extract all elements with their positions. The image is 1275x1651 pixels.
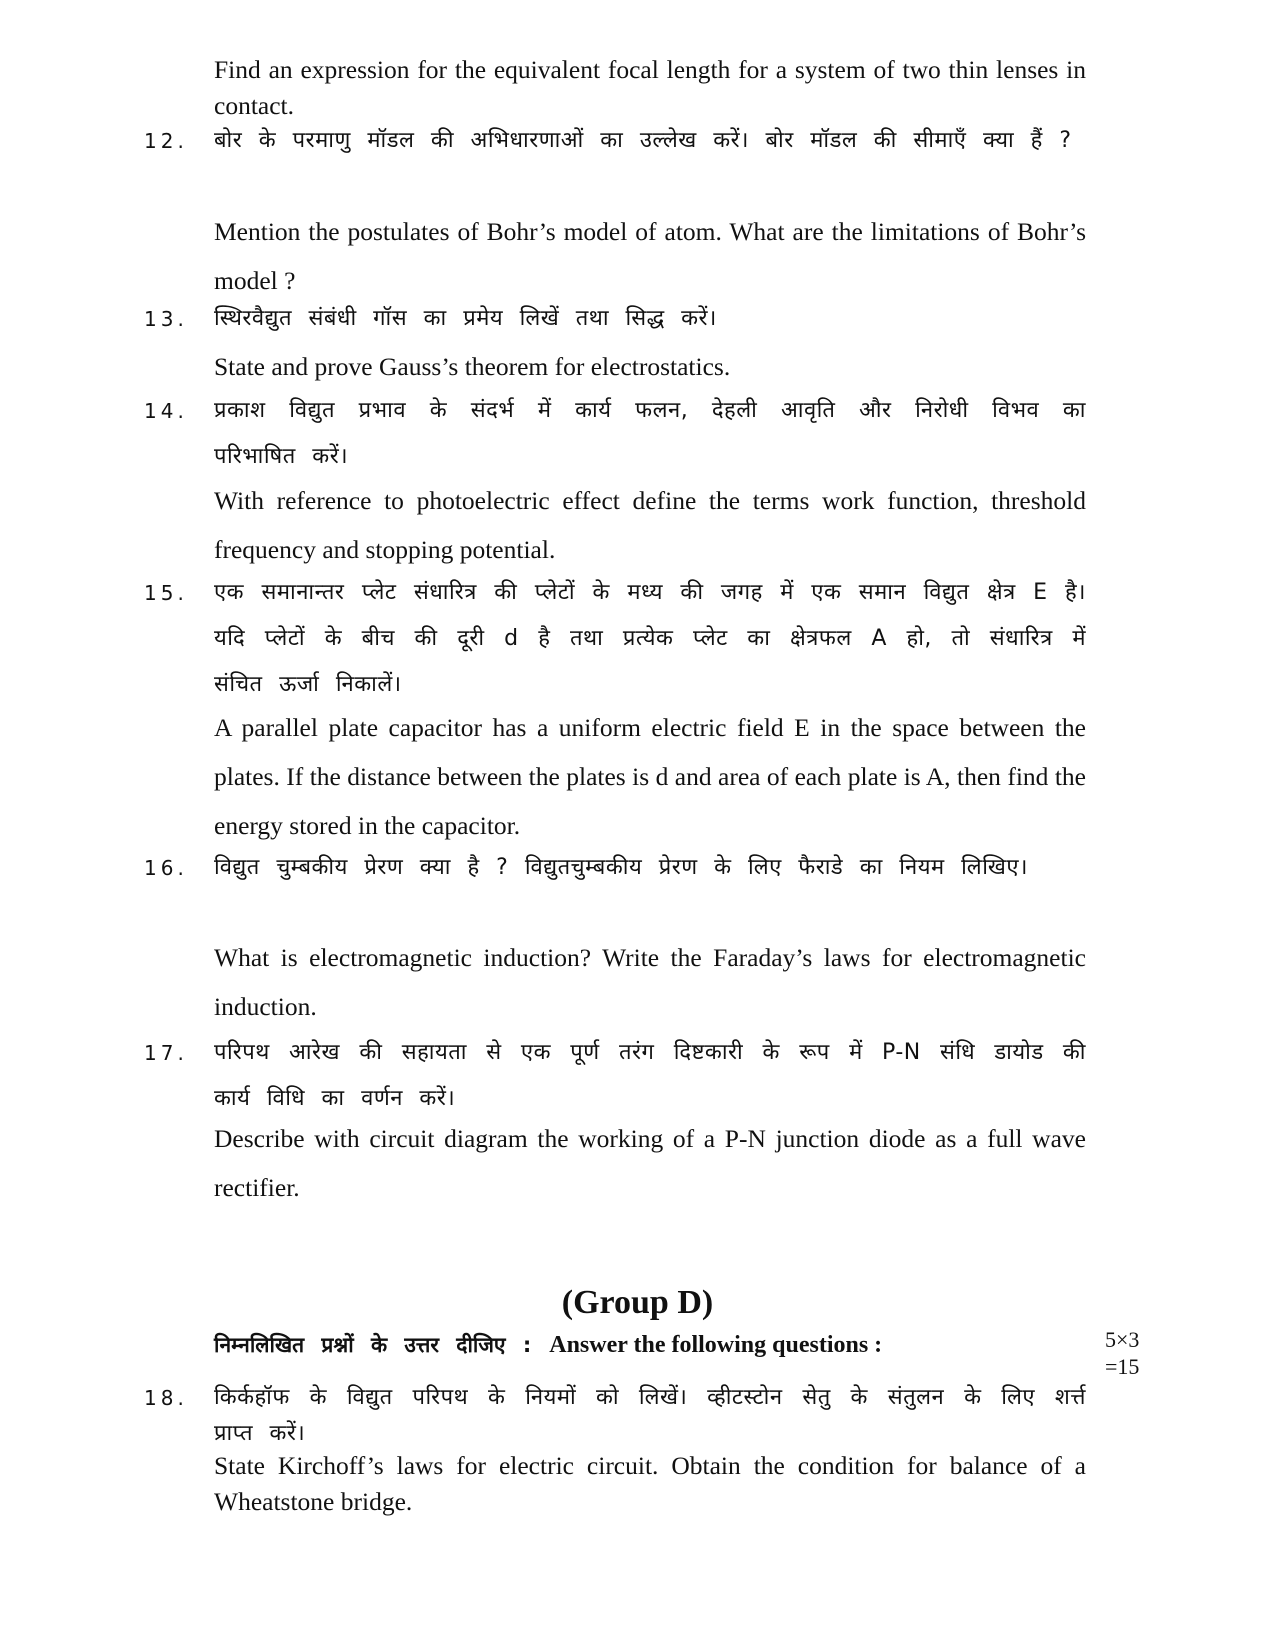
- question-13-hindi: स्थिरवैद्युत संबंधी गॉस का प्रमेय लिखें तथा सिद्ध करें।: [214, 306, 717, 331]
- question-12-english: Mention the postulates of Bohr’s model of atom. What are the limitations of Bohr’s model ?: [214, 217, 1086, 295]
- question-18-hindi: किर्कहॉफ के विद्युत परिपथ के नियमों को लिखें। व्हीटस्टोन सेतु के संतुलन के लिए शर्त्त प्राप्त करें।: [214, 1385, 1086, 1446]
- question-17-hindi: परिपथ आरेख की सहायता से एक पूर्ण तरंग दिष्टकारी के रूप में P-N संधि डायोड की कार्य विधि का वर्णन करें।: [214, 1040, 1086, 1111]
- question-number-16: 16.: [144, 856, 188, 880]
- instruction-english: Answer the following questions :: [549, 1332, 883, 1358]
- question-15-hindi: एक समानान्तर प्लेट संधारित्र की प्लेटों के मध्य की जगह में एक समान विद्युत क्षेत्र E है। यदि प्लेटों के बीच की दूरी d है तथा प्रत्येक प्लेट का क्षेत्रफल A हो, तो संधारित्र में संचित ऊर्जा निकालें।: [214, 580, 1086, 697]
- intro-question-english: Find an expression for the equivalent focal length for a system of two thin lenses in contact.: [214, 55, 1086, 120]
- question-13-english: State and prove Gauss’s theorem for electrostatics.: [214, 352, 731, 381]
- question-12-hindi: बोर के परमाणु मॉडल की अभिधारणाओं का उल्लेख करें। बोर मॉडल की सीमाएँ क्या हैं ?: [214, 128, 1072, 153]
- marks-line-1: 5×3: [1105, 1327, 1140, 1352]
- question-18-english: State Kirchoff’s laws for electric circuit. Obtain the condition for balance of a Wheatstone bridge.: [214, 1451, 1086, 1516]
- question-number-12: 12.: [144, 129, 188, 153]
- question-14-english: With reference to photoelectric effect define the terms work function, threshold frequency and stopping potential.: [214, 486, 1086, 564]
- question-15-english: A parallel plate capacitor has a uniform electric field E in the space between the plates. If the distance between the plates is d and area of each plate is A, then find the energy stored in the capacitor.: [214, 713, 1086, 840]
- question-number-18: 18.: [144, 1386, 188, 1410]
- group-d-instruction: [214, 1325, 1074, 1365]
- question-17-english: Describe with circuit diagram the working of a P-N junction diode as a full wave rectifier.: [214, 1124, 1086, 1202]
- question-number-13: 13.: [144, 307, 188, 331]
- question-14-hindi: प्रकाश विद्युत प्रभाव के संदर्भ में कार्य फलन, देहली आवृति और निरोधी विभव का परिभाषित करें।: [214, 398, 1086, 469]
- question-16-hindi: विद्युत चुम्बकीय प्रेरण क्या है ? विद्युतचुम्बकीय प्रेरण के लिए फैराडे का नियम लिखिए।: [214, 855, 1028, 880]
- group-d-marks: [1105, 1326, 1139, 1380]
- instruction-hindi: निम्नलिखित प्रश्नों के उत्तर दीजिए :: [214, 1333, 532, 1357]
- question-number-17: 17.: [144, 1041, 188, 1065]
- question-number-15: 15.: [144, 581, 188, 605]
- question-16-english: What is electromagnetic induction? Write the Faraday’s laws for electromagnetic induction.: [214, 943, 1086, 1021]
- question-number-14: 14.: [144, 399, 188, 423]
- group-d-title: (Group D): [561, 1284, 714, 1321]
- marks-line-2: =15: [1105, 1354, 1140, 1379]
